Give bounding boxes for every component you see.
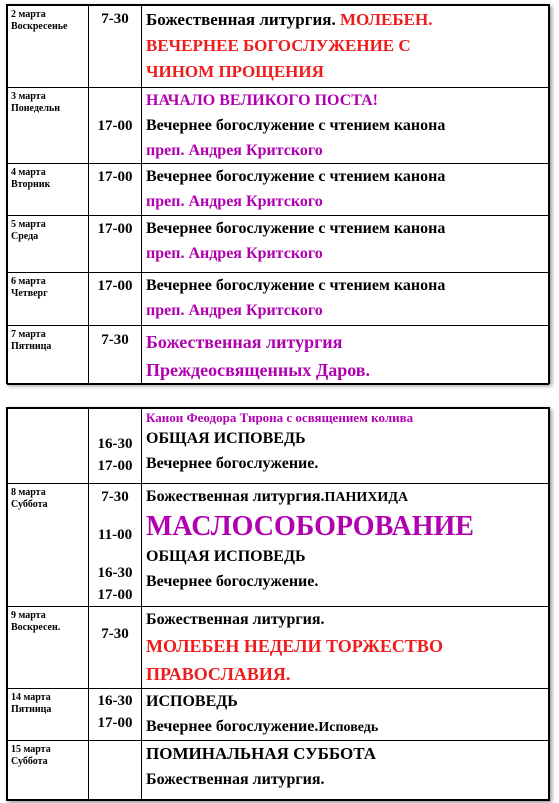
date-cell xyxy=(8,409,89,484)
schedule-row xyxy=(8,273,549,326)
date-cell xyxy=(8,326,89,385)
schedule-row xyxy=(8,607,549,689)
time-cell xyxy=(89,164,142,216)
service-cell xyxy=(142,216,549,273)
time-cell xyxy=(89,689,142,741)
service-time: 7-30 xyxy=(101,626,129,642)
service-line: Вечернее богослужение с чтением канона xyxy=(146,168,446,185)
schedule-block-1 xyxy=(6,4,550,384)
time-cell xyxy=(89,326,142,385)
service-line-highlight: Преждеосвященных Даров. xyxy=(146,360,371,380)
service-time: 7-30 xyxy=(101,489,129,505)
service-line: Вечернее богослужение с чтением канона xyxy=(146,220,446,237)
service-line: Вечернее богослужение с чтением канона xyxy=(146,277,446,294)
service-time: 17-00 xyxy=(97,278,133,294)
service-time: 17-00 xyxy=(97,118,133,134)
service-line: ОБЩАЯ ИСПОВЕДЬ xyxy=(146,548,306,565)
date-cell xyxy=(8,741,89,800)
time-cell xyxy=(89,409,142,484)
service-line-highlight: МОЛЕБЕН. xyxy=(339,10,433,29)
schedule-row xyxy=(8,6,549,88)
date-weekday: Пятница xyxy=(11,704,52,715)
time-cell xyxy=(89,741,142,800)
schedule-row xyxy=(8,88,549,164)
time-cell xyxy=(89,607,142,689)
date-cell xyxy=(8,484,89,607)
service-cell xyxy=(142,409,549,484)
service-time: 7-30 xyxy=(101,332,129,348)
service-line-highlight: НАЧАЛО ВЕЛИКОГО ПОСТА! xyxy=(146,92,379,109)
date-weekday: Понедельн xyxy=(11,103,61,114)
time-cell xyxy=(89,216,142,273)
service-time: 17-00 xyxy=(97,458,133,474)
service-time: 17-00 xyxy=(97,715,133,731)
service-cell xyxy=(142,607,549,689)
service-time: 16-30 xyxy=(97,436,133,452)
date-day: 9 марта xyxy=(11,610,46,621)
service-line: Божественная литургия. xyxy=(146,488,325,505)
service-cell xyxy=(142,484,549,607)
service-time: 17-00 xyxy=(97,169,133,185)
date-day: 6 марта xyxy=(11,276,46,287)
service-cell xyxy=(142,88,549,164)
service-time: 16-30 xyxy=(97,565,133,581)
date-cell xyxy=(8,164,89,216)
service-time: 11-00 xyxy=(97,527,133,543)
service-cell xyxy=(142,326,549,385)
date-weekday: Воскресен. xyxy=(11,622,61,633)
date-weekday: Суббота xyxy=(11,756,48,767)
schedule-block-2 xyxy=(6,407,550,801)
service-line-highlight: ВЕЧЕРНЕЕ БОГОСЛУЖЕНИЕ С xyxy=(146,36,411,55)
schedule-row xyxy=(8,164,549,216)
date-weekday: Пятница xyxy=(11,341,52,352)
service-cell xyxy=(142,689,549,741)
service-line: ПАНИХИДА xyxy=(324,490,409,505)
date-weekday: Воскресенье xyxy=(11,21,68,32)
service-line-highlight: преп. Андрея Критского xyxy=(146,193,323,210)
date-weekday: Среда xyxy=(11,231,39,242)
service-line: ПОМИНАЛЬНАЯ СУББОТА xyxy=(146,744,377,763)
schedule-row xyxy=(8,409,549,484)
service-line-highlight: МОЛЕБЕН НЕДЕЛИ ТОРЖЕСТВО xyxy=(146,636,443,656)
service-line: Исповедь xyxy=(318,720,379,735)
date-weekday: Вторник xyxy=(11,179,51,190)
schedule-row xyxy=(8,216,549,273)
date-cell xyxy=(8,689,89,741)
service-line-highlight: преп. Андрея Критского xyxy=(146,142,323,159)
service-line-highlight: Божественная литургия xyxy=(146,332,343,352)
schedule-table-1 xyxy=(7,5,549,385)
date-day: 3 марта xyxy=(11,91,46,102)
date-cell xyxy=(8,88,89,164)
service-time: 16-30 xyxy=(97,693,133,709)
date-cell xyxy=(8,6,89,88)
date-weekday: Суббота xyxy=(11,499,48,510)
date-day: 5 марта xyxy=(11,219,46,230)
date-day: 14 марта xyxy=(11,692,51,703)
date-cell xyxy=(8,607,89,689)
service-line-highlight: преп. Андрея Критского xyxy=(146,245,323,262)
service-cell xyxy=(142,6,549,88)
schedule-row xyxy=(8,326,549,385)
service-line-highlight: ЧИНОМ ПРОЩЕНИЯ xyxy=(146,62,324,81)
date-cell xyxy=(8,216,89,273)
time-cell xyxy=(89,273,142,326)
service-time: 7-30 xyxy=(101,11,129,27)
service-line: Вечернее богослужение. xyxy=(146,718,319,735)
service-line: Божественная литургия. xyxy=(146,771,325,788)
service-time: 17-00 xyxy=(97,587,133,603)
time-cell xyxy=(89,88,142,164)
service-line-highlight: ПРАВОСЛАВИЯ. xyxy=(146,664,291,684)
service-line: ИСПОВЕДЬ xyxy=(146,693,238,710)
service-line-highlight: Канон Феодора Тирона с освящением колива xyxy=(146,410,414,425)
time-cell xyxy=(89,484,142,607)
date-day: 2 марта xyxy=(11,9,46,20)
service-time: 17-00 xyxy=(97,221,133,237)
date-day: 15 марта xyxy=(11,744,51,755)
schedule-table-2 xyxy=(7,408,549,800)
service-line-highlight: преп. Андрея Критского xyxy=(146,302,323,319)
date-day: 4 марта xyxy=(11,167,46,178)
service-line: Божественная литургия. xyxy=(146,10,336,29)
schedule-row xyxy=(8,689,549,741)
service-line-highlight: МАСЛОСОБОРОВАНИЕ xyxy=(146,511,474,542)
date-weekday: Четверг xyxy=(11,288,48,299)
service-line: Вечернее богослужение. xyxy=(146,455,319,472)
service-cell xyxy=(142,741,549,800)
service-line: ОБЩАЯ ИСПОВЕДЬ xyxy=(146,430,306,447)
schedule-row xyxy=(8,741,549,800)
service-line: Вечернее богослужение. xyxy=(146,573,319,590)
time-cell xyxy=(89,6,142,88)
service-line: Вечернее богослужение с чтением канона xyxy=(146,117,446,134)
date-day: 8 марта xyxy=(11,487,46,498)
date-day: 7 марта xyxy=(11,329,46,340)
service-cell xyxy=(142,164,549,216)
service-line: Божественная литургия. xyxy=(146,611,325,628)
schedule-row xyxy=(8,484,549,607)
date-cell xyxy=(8,273,89,326)
service-cell xyxy=(142,273,549,326)
